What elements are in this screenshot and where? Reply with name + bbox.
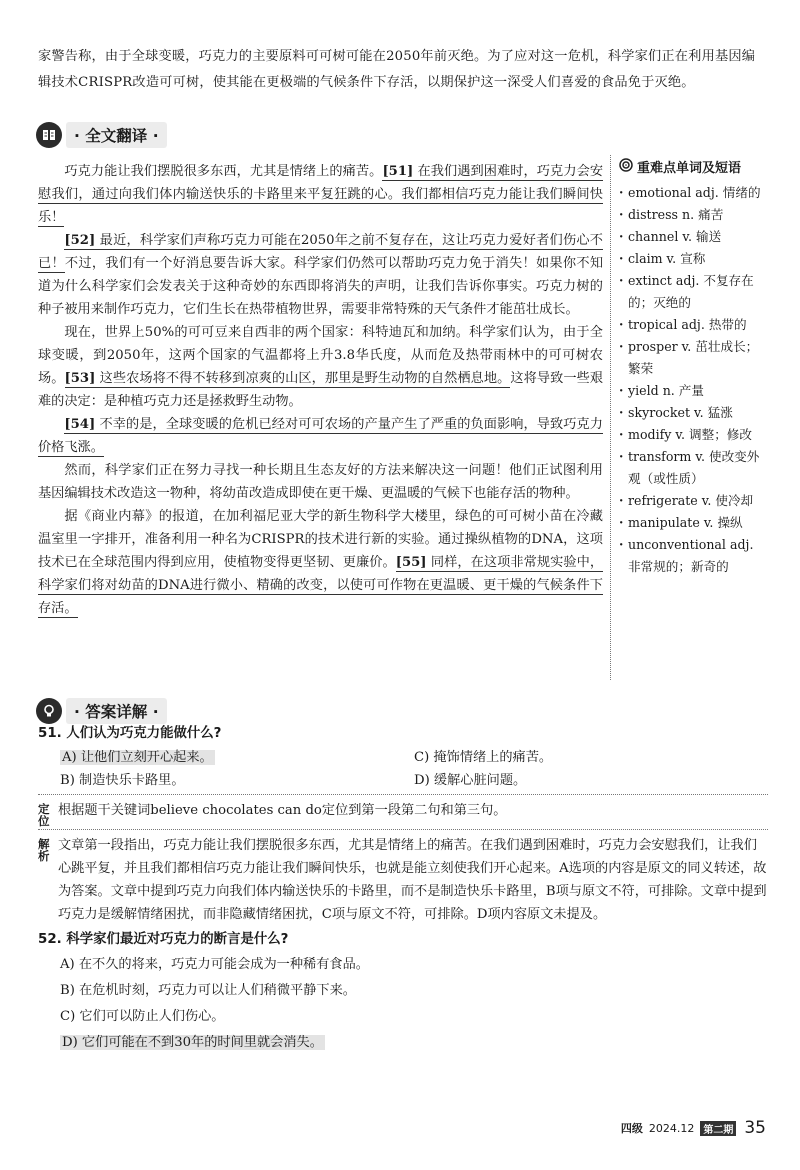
option-b: B) 制造快乐卡路里。: [60, 773, 185, 788]
option-d: D) 缓解心脏问题。: [414, 773, 527, 788]
vocab-item: · skyrocket v. 猛涨: [619, 402, 770, 424]
vocab-item: · extinct adj. 不复存在的；灭绝的: [619, 270, 770, 314]
translation-section-header: [36, 122, 167, 148]
option-a: A) 在不久的将来，巧克力可能会成为一种稀有食品。: [60, 957, 369, 972]
explain-tag: 解析: [38, 837, 50, 863]
spiral-icon: [619, 158, 633, 176]
option-a: A) 让他们立刻开心起来。: [62, 750, 213, 765]
vocab-item: · claim v. 宣称: [619, 248, 770, 270]
locate-tag: 定位: [38, 802, 50, 828]
explain-row: [38, 834, 768, 926]
book-icon: [36, 122, 62, 148]
level-label: 四级: [620, 1122, 643, 1135]
question-51-options: [38, 746, 768, 792]
page-footer: [621, 1118, 766, 1138]
vocab-item: · modify v. 调整；修改: [619, 424, 770, 446]
question-52-options: [38, 952, 768, 1056]
lightbulb-icon: [36, 698, 62, 724]
translation-paragraph: 然而，科学家们正在努力寻找一种长期且生态友好的方法来解决这一问题！他们正试图利用基因编辑技术改造这一物种，将幼苗改造成即使在更干燥、更温暖的气候下也能存活的物种。: [38, 463, 603, 501]
translation-paragraph: [52] 最近，科学家们声称巧克力可能在2050年之前不复存在，这让巧克力爱好者们伤心不已！不过，我们有一个好消息要告诉大家。科学家们仍然可以帮助巧克力免于消失！如果你不知道为什么科学家们会发表关于这种奇妙的东西即将消失的声明，让我们告诉你事实。巧克力树的种子被用来制作巧克力，它们生长在热带植物世界，需要非常特殊的天气条件才能茁壮成长。: [38, 233, 604, 317]
vocab-item: · distress n. 痛苦: [619, 204, 770, 226]
question-52: 52. 科学家们最近对巧克力的断言是什么?: [38, 932, 289, 947]
page-number: 35: [744, 1118, 766, 1138]
answer-section-title: · 答案详解 ·: [66, 698, 167, 724]
vocab-item: · refrigerate v. 使冷却: [619, 490, 770, 512]
vocab-header: 重难点单词及短语: [619, 157, 770, 176]
locate-text: 根据题干关键词believe chocolates can do定位到第一段第二句和第三句。: [58, 803, 507, 818]
question-51: 51. 人们认为巧克力能做什么?: [38, 726, 222, 741]
option-d: D) 它们可能在不到30年的时间里就会消失。: [62, 1035, 323, 1050]
option-b: B) 在危机时刻，巧克力可以让人们稍微平静下来。: [60, 983, 356, 998]
vocab-item: · manipulate v. 操纵: [619, 512, 770, 534]
answer-section-header: [36, 698, 167, 724]
divider: [38, 829, 768, 830]
vocab-item: · yield n. 产量: [619, 380, 770, 402]
translation-section-title: · 全文翻译 ·: [66, 122, 167, 148]
vocab-item: · tropical adj. 热带的: [619, 314, 770, 336]
locate-row: [38, 799, 768, 827]
intro-paragraph: 家警告称，由于全球变暖，巧克力的主要原料可可树可能在2050年前灭绝。为了应对这一危机，科学家们正在利用基因编辑技术CRISPR改造可可树，使其能在更极端的气候条件下存活，以期保护这一深受人们喜爱的食品免于灭绝。: [38, 49, 756, 90]
vocab-item: · channel v. 输送: [619, 226, 770, 248]
vocab-sidebar: [610, 155, 770, 680]
translation-paragraph: 据《商业内幕》的报道，在加利福尼亚大学的新生物科学大楼里，绿色的可可树小苗在冷藏温室里一字排开，准备利用一种名为CRISPR的技术进行新的实验。通过操纵植物的DNA，这项技术已在全球范围内得到应用，使植物变得更坚韧、更廉价。[55] 同样，在这项非常规实验中，科学家们将对幼苗的DNA进行微小、精确的改变，以使可可作物在更温暖、更干燥的气候条件下存活。: [38, 509, 604, 616]
issue-date: 2024.12: [648, 1121, 695, 1135]
divider: [38, 794, 768, 795]
vocab-item: · emotional adj. 情绪的: [619, 182, 770, 204]
answer-body: [38, 722, 768, 1056]
explain-text: 文章第一段指出，巧克力能让我们摆脱很多东西，尤其是情绪上的痛苦。在我们遇到困难时，巧克力会安慰我们，让我们心跳平复，并且我们都相信巧克力能让我们瞬间快乐，也就是能立刻使我们开心起来。A选项的内容是原文的同义转述，故为答案。文章中提到巧克力向我们体内输送快乐的卡路里，而不是制造快乐卡路里，B项与原文不符，可排除。文章中提到巧克力是缓解情绪困扰，而非隐藏情绪困扰，C项与原文不符，可排除。D项内容原文未提及。: [58, 838, 767, 922]
translation-paragraph: 现在，世界上50%的可可豆来自西非的两个国家：科特迪瓦和加纳。科学家们认为，由于全球变暖，到2050年，这两个国家的气温都将上升3.8华氏度，从而危及热带雨林中的可可树农场。[53] 这些农场将不得不转移到凉爽的山区，那里是野生动物的自然栖息地。这将导致一些艰难的决定：是种植巧克力还是拯救野生动物。: [38, 325, 604, 409]
translation-paragraph: [54] 不幸的是，全球变暖的危机已经对可可农场的产量产生了严重的负面影响，导致巧克力价格飞涨。: [38, 417, 603, 455]
translation-paragraph: 巧克力能让我们摆脱很多东西，尤其是情绪上的痛苦。[51] 在我们遇到困难时，巧克力会安慰我们，通过向我们体内输送快乐的卡路里来平复狂跳的心。我们都相信巧克力能让我们瞬间快乐！: [38, 164, 604, 225]
option-c: C) 它们可以防止人们伤心。: [60, 1009, 225, 1024]
vocab-item: · unconventional adj. 非常规的；新奇的: [619, 534, 770, 578]
vocab-item: · prosper v. 茁壮成长；繁荣: [619, 336, 770, 380]
option-c: C) 掩饰情绪上的痛苦。: [414, 750, 553, 765]
edition-badge: 第二期: [700, 1121, 736, 1136]
vocab-item: · transform v. 使改变外观（或性质）: [619, 446, 770, 490]
translation-body: [38, 160, 603, 620]
vocab-list: [619, 182, 770, 578]
